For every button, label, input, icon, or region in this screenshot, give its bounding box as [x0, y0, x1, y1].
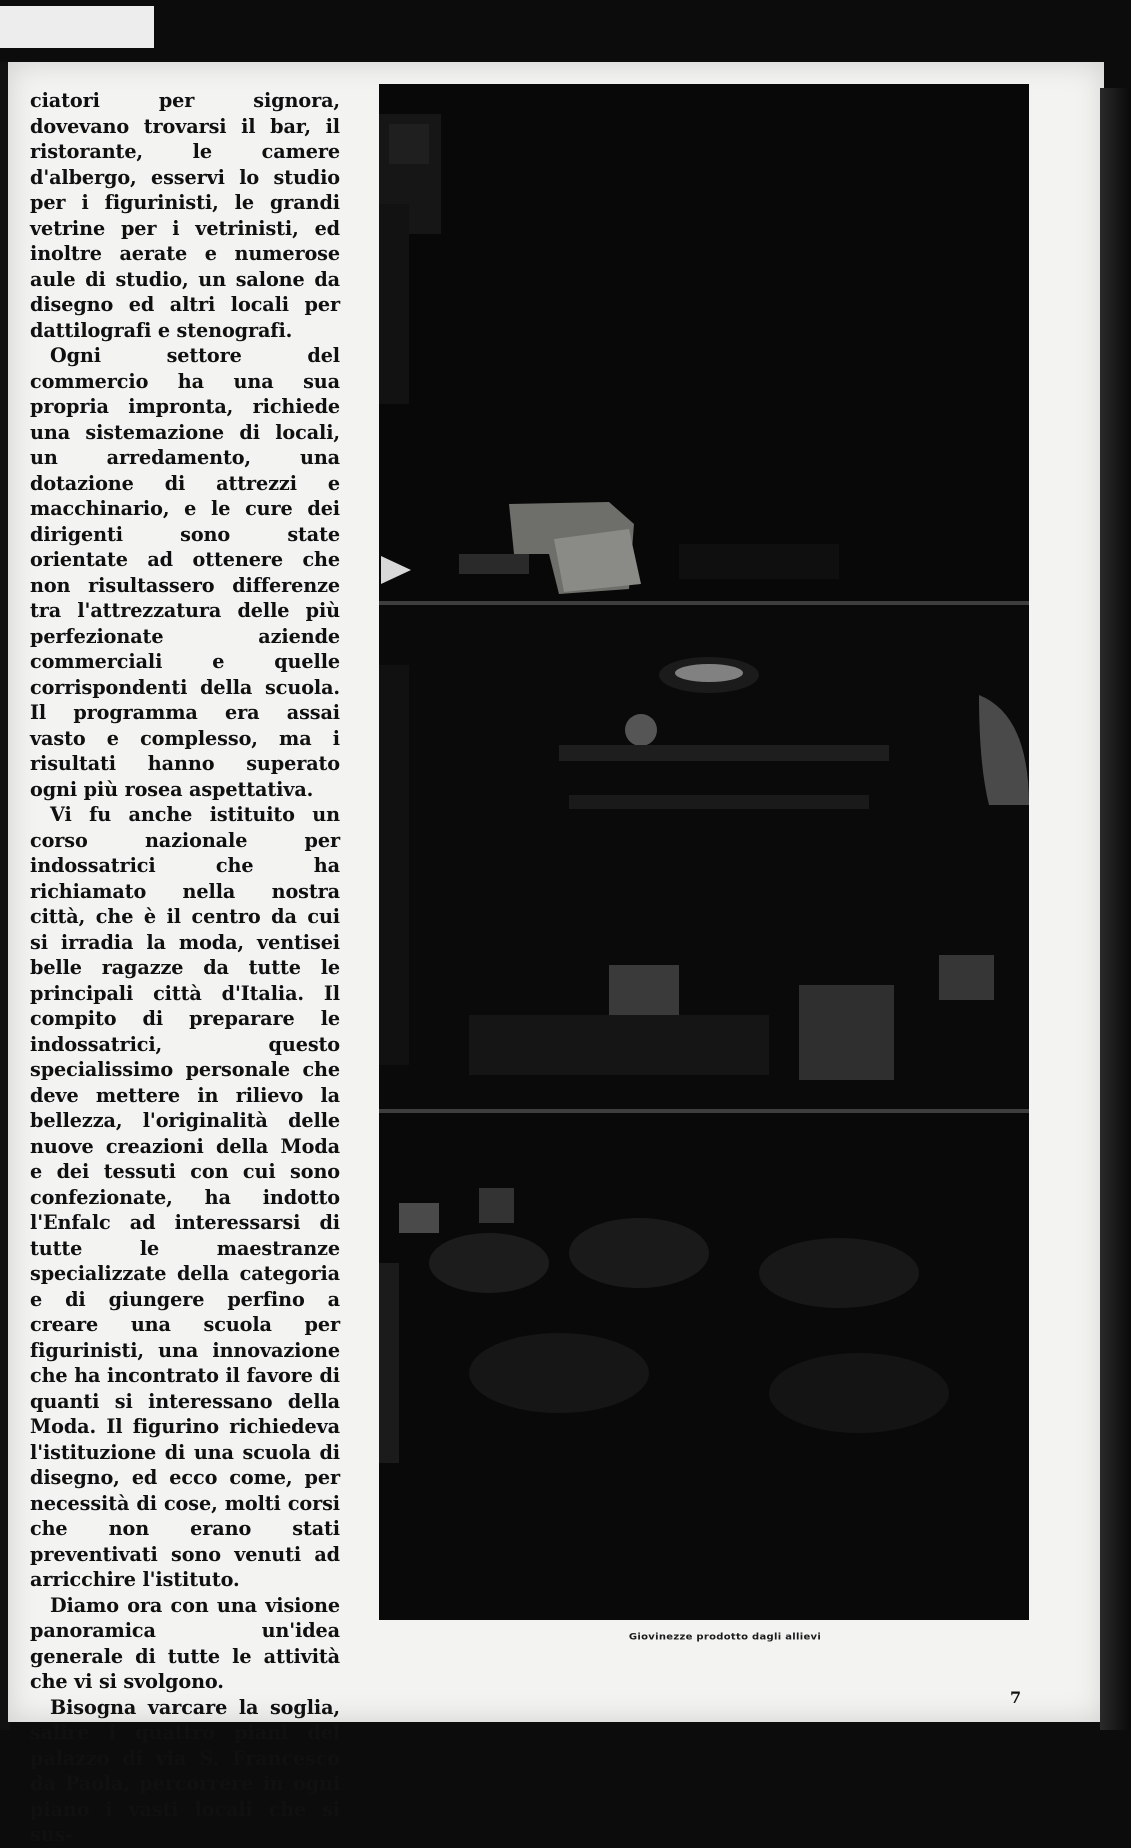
- photo-strip: [379, 84, 1029, 1620]
- paragraph-5: Bisogna varcare la soglia, salire i quattro piani del palazzo di via S. Francesco da Paola, percorrere in ogni piano i vasti locali che si sus-: [30, 1695, 340, 1846]
- photo-middle: [379, 605, 1029, 1109]
- scan-corner-label: [0, 6, 154, 48]
- photo-top: [379, 84, 1029, 601]
- photo-bottom: [379, 1113, 1029, 1620]
- page-edge-right: [1100, 88, 1131, 1730]
- paragraph-4: Diamo ora con una visione panoramica un'idea generale di tutte le attività che vi si svolgono.: [30, 1593, 340, 1693]
- arrow-marker: [381, 556, 411, 584]
- photo-bottom-image: [379, 1113, 1029, 1620]
- article-text-column: [30, 88, 340, 1846]
- paragraph-3: Vi fu anche istituito un corso nazionale per indossatrici che ha richiamato nella nostra città, che è il centro da cui si irradia la moda, ventisei belle ragazze da tutte le principali città d'Italia. Il compito di preparare le indossatrici, questo specialissimo personale che deve mettere in rilievo la bellezza, l'originalità delle nuove creazioni della Moda e dei tessuti con cui sono confezionate, ha indotto l'Enfalc ad interessarsi di tutte le maestranze specializzate della categoria e di giungere perfino a creare una scuola per figurinisti, una innovazione che ha incontrato il favore di quanti si interessano della Moda. Il figurino richiedeva l'istituzione di una scuola di disegno, ed ecco come, per necessità di cose, molti corsi che non erano stati preventivati sono venuti ad arricchire l'istituto.: [30, 803, 340, 1591]
- paragraph-2: Ogni settore del commercio ha una sua propria impronta, richiede una sistemazione di locali, un arredamento, una dotazione di attrezzi e macchinario, e le cure dei dirigenti sono state orientate ad ottenere che non risultassero differenze tra l'attrezzatura delle più perfezionate aziende commerciali e quelle corrispondenti della scuola. Il programma era assai vasto e complesso, ma i risultati hanno superato ogni più rosea aspettativa.: [30, 344, 340, 801]
- paragraph-1: ciatori per signora, dovevano trovarsi il bar, il ristorante, le camere d'albergo, esservi lo studio per i figurinisti, le grandi vetrine per i vetrinisti, ed inoltre aerate e numerose aule di studio, un salone da disegno ed altri locali per dattilografi e stenografi.: [30, 89, 340, 342]
- page-number: 7: [1010, 1688, 1022, 1707]
- photo-middle-image: [379, 605, 1029, 1109]
- photo-top-image: [379, 84, 1029, 601]
- photo-caption: Giovinezze prodotto dagli allievi: [628, 1632, 822, 1643]
